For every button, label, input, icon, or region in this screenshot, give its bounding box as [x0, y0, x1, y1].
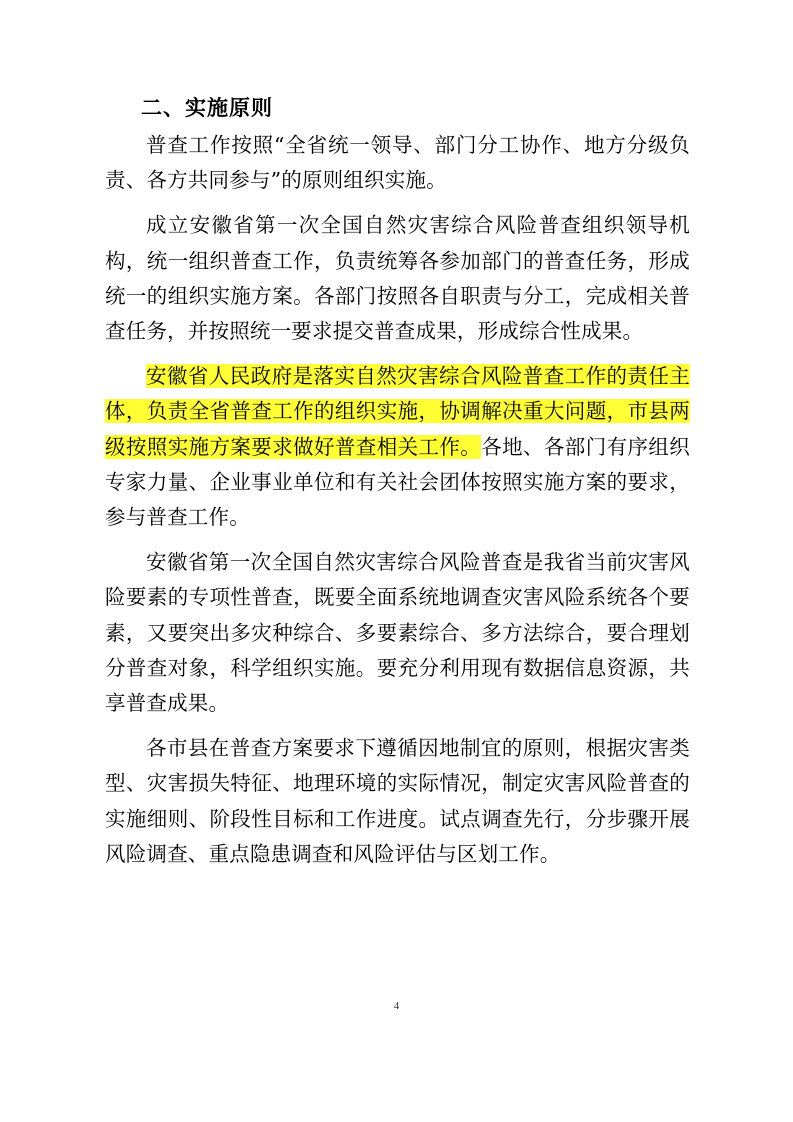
paragraph-responsibility: [105, 359, 690, 535]
page-number: 4: [393, 1000, 400, 1012]
paragraph-text: 各地、各部门有序组织专家力量、企业事业单位和有关社会团体按照实施方案的要求，参与普查工作。: [105, 434, 690, 530]
paragraph-text: 成立安徽省第一次全国自然灾害综合风险普查组织领导机构，统一组织普查工作，负责统筹各参加部门的普查任务，形成统一的组织实施方案。各部门按照各自职责与分工，完成相关普查任务，并按照统一要求提交普查成果，形成综合性成果。: [105, 213, 690, 344]
paragraph-scope: [105, 545, 690, 721]
paragraph-local-implementation: [105, 731, 690, 872]
paragraph-organization: [105, 208, 690, 349]
paragraph-text: 各市县在普查方案要求下遵循因地制宜的原则，根据灾害类型、灾害损失特征、地理环境的实际情况，制定灾害风险普查的实施细则、阶段性目标和工作进度。试点调查先行，分步骤开展风险调查、重点隐患调查和风险评估与区划工作。: [105, 736, 690, 866]
paragraph-text: 安徽省第一次全国自然灾害综合风险普查是我省当前灾害风险要素的专项性普查，既要全面系统地调查灾害风险系统各个要素，又要突出多灾种综合、多要素综合、多方法综合，要合理划分普查对象，科学组织实施。要充分利用现有数据信息资源，共享普查成果。: [105, 550, 690, 716]
paragraph-text: 普查工作按照“全省统一领导、部门分工协作、地方分级负责、各方共同参与”的原则组织实施。: [105, 133, 690, 193]
document-body: [105, 95, 690, 872]
section-heading: 二、实施原则: [141, 96, 273, 120]
highlighted-text: 安徽省人民政府是落实自然灾害综合风险普查工作的责任主体，负责全省普查工作的组织实施，协调解决重大问题，市县两级按照实施方案要求做好普查相关工作。: [105, 364, 690, 459]
paragraph-principle: [105, 128, 690, 198]
